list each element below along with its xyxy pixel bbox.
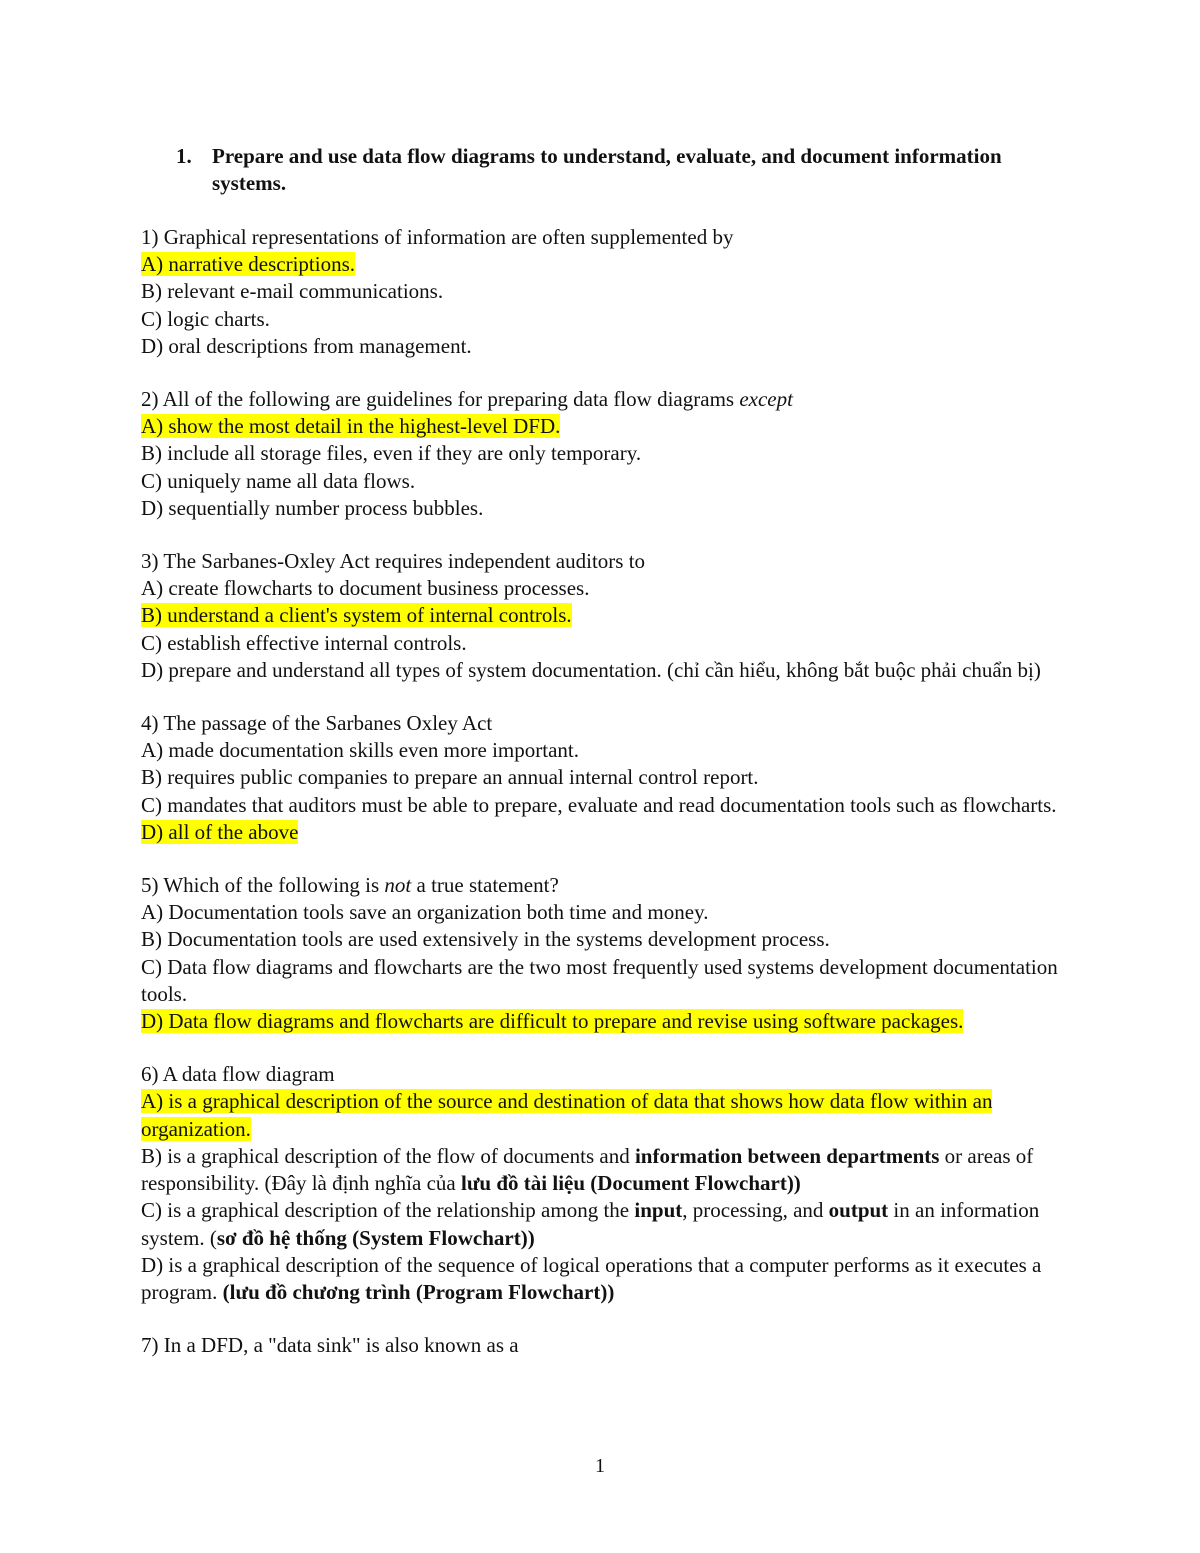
answer-b: B) Documentation tools are used extensively in the systems development process. — [141, 927, 830, 952]
answer-d: D) is a graphical description of the sequence of logical operations that a computer performs as it executes a program. (lưu đồ chương trình (Program Flowchart)) — [141, 1252, 1042, 1304]
answer-c: C) uniquely name all data flows. — [141, 468, 416, 493]
question-5 — [141, 872, 1066, 1035]
question-1 — [141, 224, 1066, 360]
question-list — [141, 224, 1066, 1385]
question-3 — [141, 548, 1066, 684]
answer-a: A) create flowcharts to document business processes. — [141, 576, 590, 601]
question-4 — [141, 710, 1066, 846]
answer-c: C) Data flow diagrams and flowcharts are the two most frequently used systems development documentation tools. — [141, 954, 1058, 1006]
answer-c: C) establish effective internal controls. — [141, 630, 467, 655]
answer-b: B) is a graphical description of the flow of documents and information between departments or areas of responsibility. (Đây là định nghĩa của lưu đồ tài liệu (Document Flowchart)) — [141, 1143, 1034, 1196]
answer-a-highlighted: A) narrative descriptions. — [141, 252, 356, 277]
question-stem: 2) All of the following are guidelines for preparing data flow diagrams except — [141, 387, 793, 412]
answer-d-highlighted: D) Data flow diagrams and flowcharts are difficult to prepare and revise using software packages. — [141, 1009, 964, 1034]
question-7 — [141, 1332, 1066, 1359]
answer-d: D) sequentially number process bubbles. — [141, 495, 484, 520]
section-heading — [176, 143, 1056, 197]
answer-b-highlighted: B) understand a client's system of internal controls. — [141, 603, 572, 628]
italic-word: except — [739, 387, 793, 412]
answer-a: A) made documentation skills even more important. — [141, 738, 579, 763]
answer-c: C) is a graphical description of the relationship among the input, processing, and output in an information system. (sơ đồ hệ thống (System Flowchart)) — [141, 1198, 1040, 1250]
answer-c: C) logic charts. — [141, 306, 270, 331]
answer-b: B) requires public companies to prepare an annual internal control report. — [141, 765, 759, 790]
question-6 — [141, 1061, 1066, 1306]
page-number: 1 — [595, 1455, 605, 1477]
italic-word: not — [384, 873, 412, 898]
answer-d-highlighted: D) all of the above — [141, 819, 299, 844]
question-stem: 3) The Sarbanes-Oxley Act requires independent auditors to — [141, 549, 646, 574]
section-title: Prepare and use data flow diagrams to understand, evaluate, and document information systems. — [212, 144, 1002, 195]
question-stem: 1) Graphical representations of information are often supplemented by — [141, 225, 734, 249]
answer-d: D) prepare and understand all types of system documentation. (chỉ cần hiểu, không bắt buộc phải chuẩn bị) — [141, 657, 1041, 682]
question-2 — [141, 386, 1066, 522]
answer-a-highlighted: A) is a graphical description of the source and destination of data that shows how data flow within an organization. — [141, 1089, 993, 1141]
question-stem: 7) In a DFD, a "data sink" is also known as a — [141, 1333, 519, 1358]
answer-a: A) Documentation tools save an organization both time and money. — [141, 900, 709, 925]
answer-a-highlighted: A) show the most detail in the highest-level DFD. — [141, 414, 561, 439]
answer-b: B) include all storage files, even if they are only temporary. — [141, 441, 642, 466]
question-stem: 5) Which of the following is not a true statement? — [141, 873, 559, 898]
section-number: 1. — [176, 144, 192, 168]
answer-c: C) mandates that auditors must be able to prepare, evaluate and read documentation tools such as flowcharts. — [141, 792, 1057, 817]
question-stem: 4) The passage of the Sarbanes Oxley Act — [141, 711, 493, 736]
question-stem: 6) A data flow diagram — [141, 1062, 335, 1087]
answer-d: D) oral descriptions from management. — [141, 333, 472, 358]
answer-b: B) relevant e-mail communications. — [141, 279, 444, 304]
